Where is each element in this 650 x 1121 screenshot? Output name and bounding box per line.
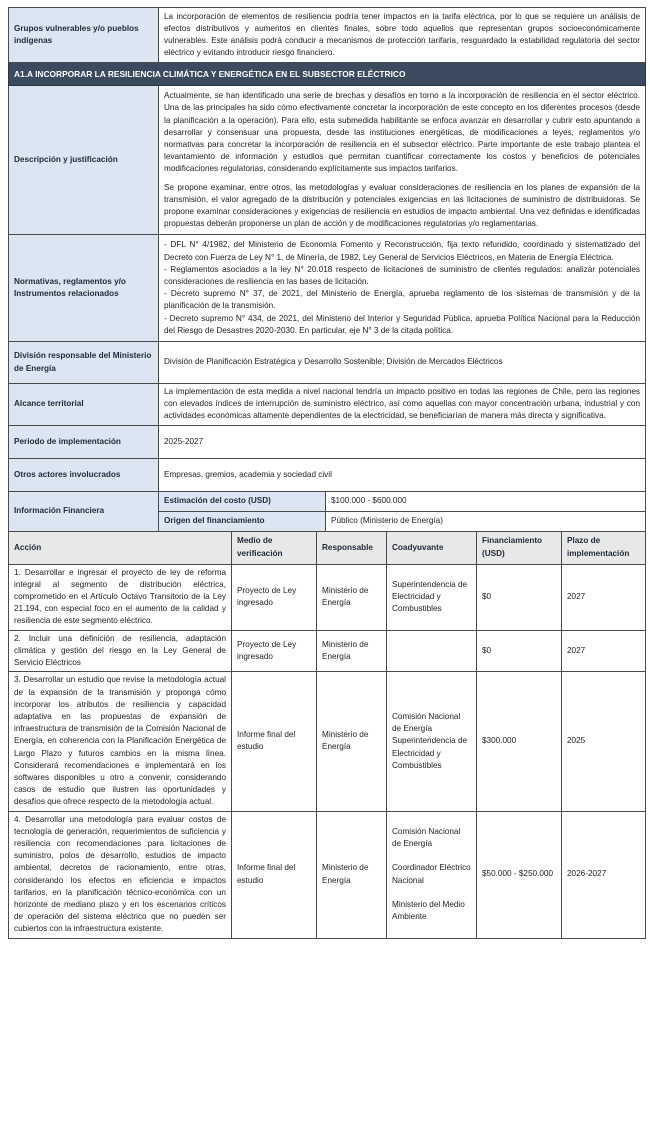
value-division: División de Planificación Estratégica y Desarrollo Sostenible; División de Mercados Eléctricos: [159, 342, 646, 384]
header-contributors: Coadyuvante: [387, 531, 477, 564]
header-deadline: Plazo de implementación: [562, 531, 646, 564]
contributor: Comisión Nacional de Energía: [392, 711, 461, 734]
table-row: [9, 672, 646, 811]
value-description: [159, 86, 646, 235]
row-period: [9, 425, 646, 458]
value-scope: La implementación de esta medida a nivel nacional tendría un impacto positivo en todas las regiones de Chile, pero las regiones con elevados índices de interrupción de suministro eléctrico, así como aquellas con mayor concentración urbana, industrial y con actividades económicas altamente dependientes de la electricidad, se beneficiarían de manera más directa y significativa.: [159, 384, 646, 426]
action-description: 2. Incluir una definición de resiliencia, adaptación climática y gestión del riesgo en la Ley General de Servicio Eléctricos: [9, 630, 232, 672]
action-verification: Proyecto de Ley ingresado: [232, 564, 317, 630]
action-deadline: 2027: [562, 630, 646, 672]
description-paragraph: Actualmente, se han identificado una serie de brechas y desafíos en torno a la incorporación de resiliencia en el sector eléctrico. Una de las principales ha sido cómo efectivamente concretar la incorporación de este concepto en los diferentes procesos (desde la planificación a la operación). Para ello, esta submedida habilitante se enfoca avanzar en desarrollar y cubrir esto apuntando a desarrollar y consensuar una propuesta, desde las instituciones energéticas, de modificaciones a leyes, reglamentos y/o normativas para concretar la incorporación de resiliencia en el subsector eléctrico. Parte importante de este trabajo plantea el levantamiento de información y estudios que permitan cuantificar correctamente los costos y beneficios de potenciales modificaciones regulatorias, considerando explícitamente sus impactos tarifarios.: [164, 91, 641, 174]
contributor: Superintendencia de Electricidad y Combustibles: [392, 736, 468, 770]
description-paragraph: Se propone examinar, entre otros, las metodologías y evaluar consideraciones de resiliencia en los planes de expansión de la transmisión, el valor agregado de la distribución y potenciales exigencias en las licitaciones de suministro de distribuidoras. Se propone examinar consideraciones y exigencias de resiliencia en estudios de impacto ambiental. Una vez definidas e identificadas propuestas deberán proponerse un plan de acción y de modificaciones regulatorias y/o reglamentarias.: [164, 182, 641, 229]
action-responsible: Ministerio de Energía: [317, 630, 387, 672]
table-row: [9, 630, 646, 672]
actions-table: [8, 531, 646, 939]
regulation-item: - Reglamentos asociados a la ley N° 20.018 respecto de licitaciones de suministro de clientes regulados: analizar potenciales consideraciones de resiliencia en las bases de licitación.: [164, 264, 641, 287]
action-description: 1. Desarrollar e ingresar el proyecto de ley de reforma integral al segmento de distribución eléctrica, comprometido en el Artículo Octavo Transitorio de la Ley 21.194, con especial foco en el aumento de la calidad y resiliencia de este segmento eléctrico.: [9, 564, 232, 630]
action-verification: Informe final del estudio: [232, 672, 317, 811]
action-deadline: 2026-2027: [562, 811, 646, 938]
action-contributors: [387, 630, 477, 672]
action-verification: Proyecto de Ley ingresado: [232, 630, 317, 672]
contributor: Coordinador Eléctrico Nacional: [392, 863, 471, 885]
action-funding: $0: [477, 630, 562, 672]
action-contributors: [387, 811, 477, 938]
row-scope: [9, 384, 646, 426]
table-row: [9, 811, 646, 938]
contributor: Comisión Nacional de Energía: [392, 826, 461, 849]
action-deadline: 2027: [562, 564, 646, 630]
action-contributors: [387, 564, 477, 630]
label-financial: Información Financiera: [9, 491, 159, 531]
row-financial-cost: [9, 491, 646, 511]
action-responsible: Ministerio de Energía: [317, 672, 387, 811]
action-verification: Informe final del estudio: [232, 811, 317, 938]
label-regulations: Normativas, reglamentos y/o Instrumentos relacionados: [9, 235, 159, 342]
action-responsible: Ministerio de Energía: [317, 811, 387, 938]
table-row: [9, 564, 646, 630]
header-verification: Medio de verificación: [232, 531, 317, 564]
action-funding: $50.000 - $250.000: [477, 811, 562, 938]
action-contributors: [387, 672, 477, 811]
row-regulations: [9, 235, 646, 342]
spacer: [392, 887, 471, 899]
value-regulations: [159, 235, 646, 342]
section-title-row: [9, 63, 646, 86]
measure-info-table: [8, 7, 646, 532]
action-funding: $300.000: [477, 672, 562, 811]
label-division: División responsable del Ministerio de Energía: [9, 342, 159, 384]
label-funding-origin: Origen del financiamiento: [159, 511, 326, 531]
row-division: [9, 342, 646, 384]
section-title: A1.A INCORPORAR LA RESILIENCIA CLIMÁTICA Y ENERGÉTICA EN EL SUBSECTOR ELÉCTRICO: [9, 63, 646, 86]
action-funding: $0: [477, 564, 562, 630]
contributor: Ministerio del Medio Ambiente: [392, 899, 465, 921]
row-vulnerable-groups: [9, 8, 646, 63]
actions-header-row: [9, 531, 646, 564]
regulation-item: - DFL N° 4/1982, del Ministerio de Economía Fomento y Reconstrucción, fija texto refundido, coordinado y sistematizado del Decreto con Fuerza de Ley N° 1, de Minería, de 1982, Ley General de Servicios Eléctricos, en Materia de Energía Eléctrica.: [164, 240, 641, 262]
action-deadline: 2025: [562, 672, 646, 811]
label-scope: Alcance territorial: [9, 384, 159, 426]
value-funding-origin: Público (Ministerio de Energía): [326, 511, 646, 531]
regulation-item: - Decreto supremo N° 37, de 2021, del Ministerio de Energía, aprueba reglamento de los sistemas de transmisión y de la planificación de la transmisión.: [164, 289, 641, 311]
action-description: 3. Desarrollar un estudio que revise la metodología actual de la expansión de la transmisión y proponga cómo incorporar los atributos de resiliencia y capacidad adaptativa en las propuestas de expansión de infraestructura de transmisión de la Comisión Nacional de Energía, en coherencia con la Planificación Energética de Largo Plazo y futuros cambios en la misma línea. Considerará recomendaciones e implementará en los softwares disponibles u otro a convenir, considerando casos de estudio que ilustren las oportunidades y desafíos que ofrece respecto de la metodología actual.: [9, 672, 232, 811]
label-other-actors: Otros actores involucrados: [9, 458, 159, 491]
value-vulnerable-groups: La incorporación de elementos de resiliencia podría tener impactos en la tarifa eléctrica, por lo que se requiere un análisis de efectos distributivos y aumentos en clientes finales, sobre todo aquellos que representan grupos socioeconómicamente vulnerables. Este análisis podrá conducir a mecanismos de protección tarifaria, resguardado la estabilidad regulatoria del sector eléctrico y evitando introducir riesgo financiero.: [159, 8, 646, 63]
spacer: [392, 850, 471, 862]
action-description: 4. Desarrollar una metodología para evaluar costos de tecnología de generación, requerimientos de suficiencia y resiliencia con recomendaciones para licitaciones de suministro, polos de desarrollo, estudios de impacto ambiental, decretos de racionamiento, entre otras, considerando los efectos en eficiencia e impactos tarifarios, en la planificación técnico-económica con un horizonte de mediano plazo y en los escenarios críticos de operación del sistema eléctrico que no pueden ser cubiertos con la infraestructura existente.: [9, 811, 232, 938]
contributor: Superintendencia de Electricidad y Combustibles: [392, 579, 468, 614]
label-cost-estimate: Estimación del costo (USD): [159, 491, 326, 511]
document-page: [8, 7, 645, 939]
action-responsible: Ministerio de Energía: [317, 564, 387, 630]
label-period: Periodo de implementación: [9, 425, 159, 458]
value-period: 2025-2027: [159, 425, 646, 458]
value-other-actors: Empresas, gremios, academia y sociedad civil: [159, 458, 646, 491]
header-action: Acción: [9, 531, 232, 564]
row-description: [9, 86, 646, 235]
label-description: Descripción y justificación: [9, 86, 159, 235]
row-other-actors: [9, 458, 646, 491]
header-funding: Financiamiento (USD): [477, 531, 562, 564]
value-cost-estimate: $100.000 - $600.000: [326, 491, 646, 511]
header-responsible: Responsable: [317, 531, 387, 564]
regulation-item: - Decreto supremo N° 434, de 2021, del Ministerio del Interior y Seguridad Pública, aprueba Política Nacional para la Reducción del Riesgo de Desastres 2020-2030. En particular, eje N° 3 de la citada política.: [164, 313, 641, 335]
label-vulnerable-groups: Grupos vulnerables y/o pueblos indígenas: [9, 8, 159, 63]
